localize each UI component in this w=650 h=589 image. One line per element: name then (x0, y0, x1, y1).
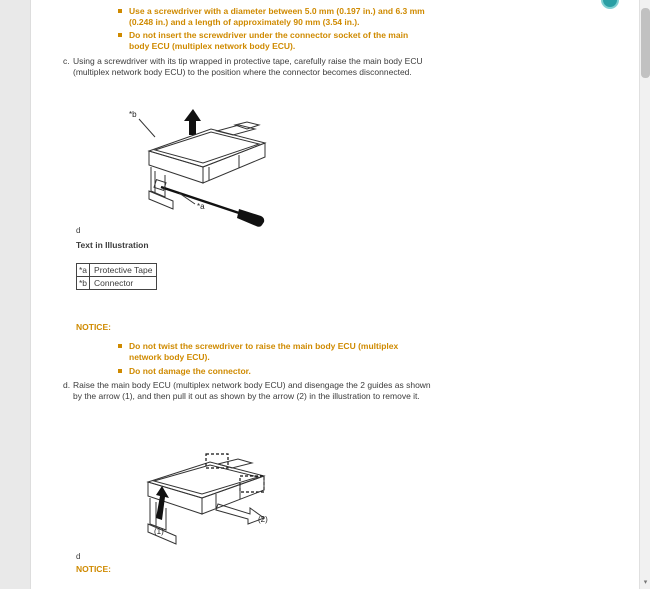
notice-text: Do not twist the screwdriver to raise the main body ECU (multiplex network body ECU). (129, 341, 399, 362)
notice-bullet-item (118, 6, 430, 28)
step-text: Raise the main body ECU (multiplex network body ECU) and disengage the 2 guides as shown by the arrow (1), and then pull it out as shown by the arrow (2) in the illustration to remove it. (73, 380, 431, 401)
step-text: Using a screwdriver with its tip wrapped in protective tape, carefully raise the main body ECU (multiplex network body ECU) to the position where the connector becomes disconnected. (73, 56, 423, 77)
text-in-illustration-heading: Text in Illustration (76, 240, 149, 250)
document-content (30, 0, 639, 589)
notice1-list (118, 341, 423, 377)
step-label: d. (63, 380, 71, 390)
ecu-removal-drawing (106, 450, 286, 550)
figure2-label-2: (2) (258, 515, 268, 524)
ecu-screwdriver-drawing (89, 105, 289, 233)
text-in-illustration-table (76, 263, 157, 290)
figure2-caption: d (76, 552, 81, 561)
bullet-square-icon (118, 369, 122, 373)
floating-action-icon[interactable] (601, 0, 619, 9)
bullet-square-icon (118, 33, 122, 37)
notice1-heading: NOTICE: (76, 322, 111, 332)
table-row (77, 277, 157, 290)
table-key: *b (77, 277, 90, 290)
step-d (63, 380, 431, 402)
notice2-heading: NOTICE: (76, 564, 111, 574)
notice-text: Do not damage the connector. (129, 366, 251, 376)
notice-bullet-item (118, 366, 423, 377)
illustration-raise-ecu (89, 105, 289, 233)
table-value: Connector (90, 277, 157, 290)
vertical-scrollbar[interactable] (639, 0, 650, 589)
table-key: *a (77, 264, 90, 277)
bullet-square-icon (118, 9, 122, 13)
scroll-down-arrow-icon[interactable]: ▾ (643, 579, 648, 586)
illustration-remove-ecu (106, 450, 286, 550)
table-value: Protective Tape (90, 264, 157, 277)
step-c (63, 56, 428, 78)
notice-text: Use a screwdriver with a diameter between 5.0 mm (0.197 in.) and 6.3 mm (0.248 in.) and a length of approximately 90 mm (3.54 in.). (129, 6, 425, 27)
figure1-label-a: *a (197, 202, 205, 211)
notice-bullet-item (118, 341, 423, 363)
figure2-label-1: (1) (154, 527, 164, 536)
figure1-label-b: *b (129, 110, 137, 119)
top-notice-list (118, 6, 430, 52)
notice-text: Do not insert the screwdriver under the connector socket of the main body ECU (multiplex network body ECU). (129, 30, 409, 51)
step-label: c. (63, 56, 70, 66)
figure1-caption: d (76, 226, 81, 235)
scrollbar-thumb[interactable] (641, 8, 650, 78)
notice-bullet-item (118, 30, 430, 52)
bullet-square-icon (118, 344, 122, 348)
table-row (77, 264, 157, 277)
